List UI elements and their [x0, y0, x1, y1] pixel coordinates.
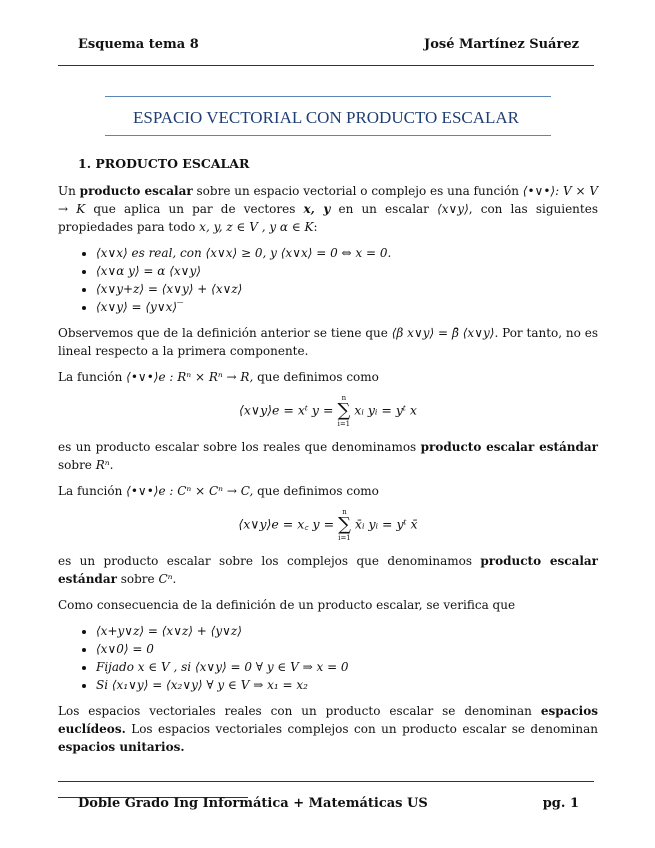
summation-symbol: n ∑ i=1: [337, 394, 351, 428]
list-item: • ⟨x+y∨z⟩ = ⟨x∨z⟩ + ⟨y∨z⟩: [96, 622, 598, 640]
list-item: • ⟨x∨y+z⟩ = ⟨x∨y⟩ + ⟨x∨z⟩: [96, 280, 598, 298]
list-item: • ⟨x∨0⟩ = 0: [96, 640, 598, 658]
consequences-list: [58, 622, 598, 694]
list-item: • Si ⟨x₁∨y⟩ = ⟨x₂∨y⟩ ∀ y ∈ V ⇒ x₁ = x₂: [96, 676, 598, 694]
equation-real-dot-product: ⟨x∨y⟩e = xᵗ y = n ∑ i=1 xᵢ yᵢ = yᵗ x: [239, 394, 417, 428]
observation-paragraph: Observemos que de la definición anterior se tiene que ⟨β x∨y⟩ = β̄ ⟨x∨y⟩. Por tanto, no es lineal respecto a la primera componente.: [58, 326, 598, 358]
list-item: • ⟨x∨x⟩ es real, con ⟨x∨x⟩ ≥ 0, y ⟨x∨x⟩ = 0 ⇔ x = 0.: [96, 244, 598, 262]
header-right: José Martínez Suárez: [424, 37, 579, 52]
list-item: • ⟨x∨α y⟩ = α ⟨x∨y⟩: [96, 262, 598, 280]
spaces-paragraph: Los espacios vectoriales reales con un producto escalar se denominan espacios euclídeos. Los espacios vectoriales complejos con un producto escalar se denominan espacios unitarios.: [58, 704, 598, 754]
header-rule: [58, 65, 594, 66]
title-rule-top: [105, 96, 551, 97]
list-item: • ⟨x∨y⟩ = ⟨y∨x⟩‾: [96, 298, 598, 316]
real-standard-paragraph: es un producto escalar sobre los reales que denominamos producto escalar estándar sobre Rⁿ.: [58, 440, 598, 472]
equation-complex-dot-product: ⟨x∨y⟩e = x꜀ y = n ∑ i=1 x̄ᵢ yᵢ = yᵗ x̄: [238, 508, 418, 542]
section-heading: 1. PRODUCTO ESCALAR: [78, 156, 250, 171]
header-left: Esquema tema 8: [78, 37, 199, 52]
summation-symbol: n ∑ i=1: [338, 508, 351, 542]
document-body: [58, 155, 598, 764]
list-item: • Fijado x ∈ V , si ⟨x∨y⟩ = 0 ∀ y ∈ V ⇒ x = 0: [96, 658, 598, 676]
footer-left: Doble Grado Ing Informática + Matemáticas US: [78, 796, 428, 811]
complex-standard-paragraph: es un producto escalar sobre los complejos que denominamos producto escalar estándar sobre Cⁿ.: [58, 554, 598, 586]
complex-function-paragraph: La función ⟨•∨•⟩e : Cⁿ × Cⁿ → C, que definimos como: [58, 484, 379, 498]
definition-paragraph: Un producto escalar sobre un espacio vectorial o complejo es una función ⟨•∨•⟩: V × V → K que aplica un par de vectores x, y en un escalar ⟨x∨y⟩, con las siguientes propiedades para todo x, y, z ∈ V , y α ∈ K:: [58, 184, 599, 234]
real-function-paragraph: La función ⟨•∨•⟩e : Rⁿ × Rⁿ → R, que definimos como: [58, 370, 379, 384]
footer-rule: [58, 781, 594, 782]
page-number: pg. 1: [542, 796, 579, 811]
page-title: ESPACIO VECTORIAL CON PRODUCTO ESCALAR: [132, 108, 520, 127]
title-rule-bottom: [105, 135, 551, 136]
properties-list: [58, 244, 598, 316]
consequence-intro: Como consecuencia de la definición de un producto escalar, se verifica que: [58, 598, 516, 612]
